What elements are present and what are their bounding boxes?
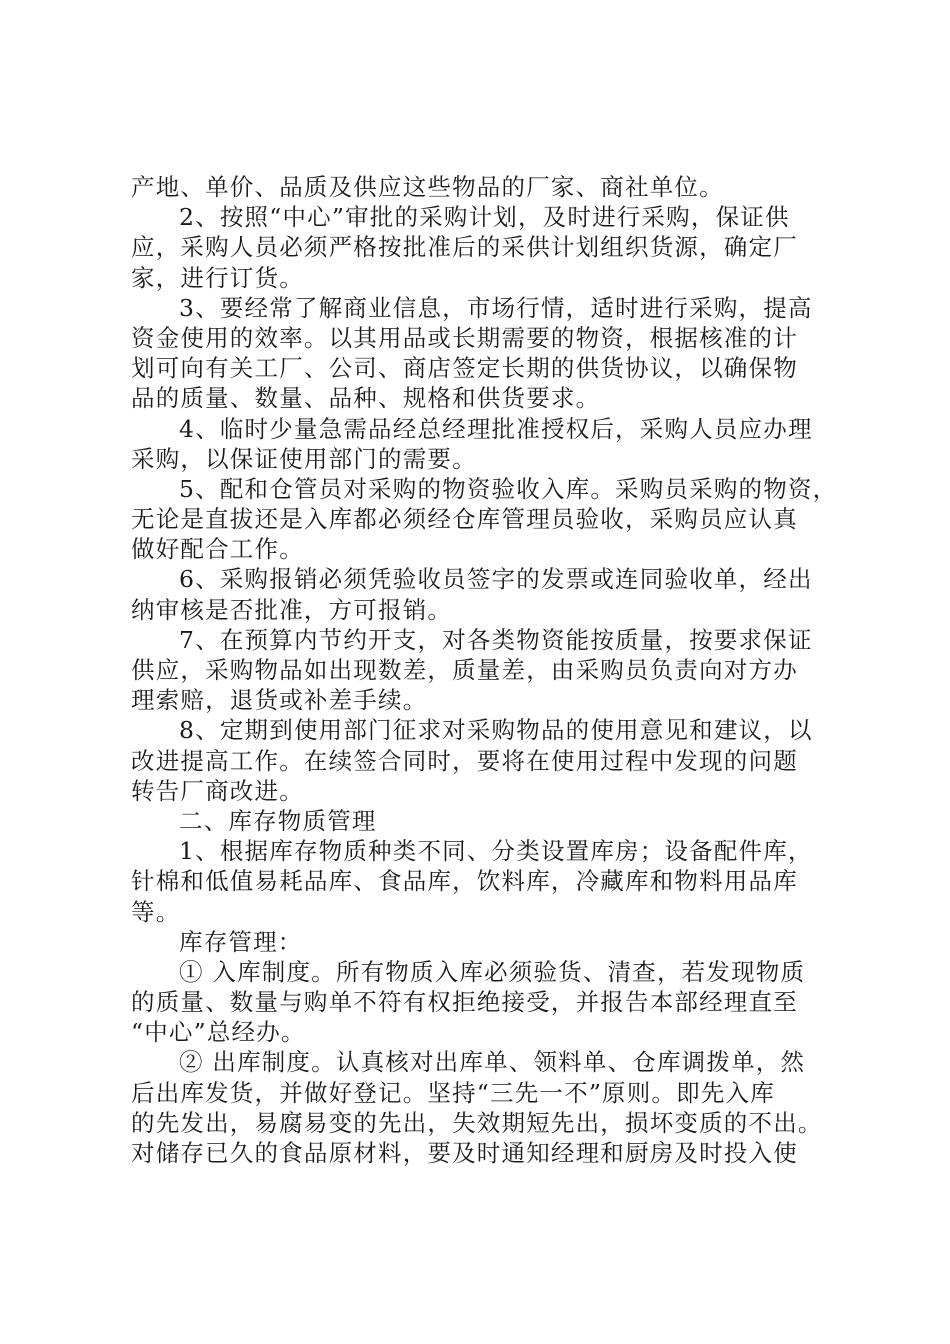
text-line: 对储存已久的食品原材料，要及时通知经理和厨房及时投入使 — [131, 1139, 798, 1167]
text-line: 7、在预算内节约开支，对各类物资能按质量，按要求保证 — [179, 625, 813, 654]
text-line: 采购，以保证使用部门的需要。 — [131, 444, 477, 473]
text-line: 等。 — [131, 897, 181, 926]
text-line: 纳审核是否批准，方可报销。 — [131, 595, 453, 624]
text-line: 转告厂商改进。 — [131, 776, 304, 805]
text-line: ② 出库制度。认真核对出库单、领料单、仓库调拨单，然 — [179, 1048, 806, 1077]
text-line: 1、根据库存物质种类不同、分类设置库房；设备配件库， — [179, 837, 813, 866]
text-line: 供应，采购物品如出现数差，质量差，由采购员负责向对方办 — [131, 656, 798, 684]
text-line: 6、采购报销必须凭验收员签字的发票或连同验收单，经出 — [179, 565, 813, 594]
text-line: 产地、单价、品质及供应这些物品的厂家、商社单位。 — [131, 173, 724, 201]
text-line: 改进提高工作。在续签合同时，要将在使用过程中发现的问题 — [131, 746, 798, 775]
text-line: 的质量、数量与购单不符有权拒绝接受，并报告本部经理直至 — [131, 988, 798, 1017]
text-line: 的先发出，易腐易变的先出，失效期短先出，损坏变质的不出。 — [131, 1108, 823, 1137]
text-line: 2、按照“中心”审批的采购计划，及时进行采购，保证供 — [179, 203, 790, 232]
subsection-heading: 库存管理： — [179, 927, 303, 956]
text-line: 无论是直拔还是入库都必须经仓库管理员验收，采购员应认真 — [131, 505, 798, 534]
text-line: 后出库发货，并做好登记。坚持“三先一不”原则。即先入库 — [131, 1078, 775, 1107]
text-line: ① 入库制度。所有物质入库必须验货、清查，若发现物质 — [179, 957, 806, 986]
text-line: 做好配合工作。 — [131, 535, 304, 564]
text-line: 家，进行订货。 — [131, 263, 304, 292]
text-line: 针棉和低值易耗品库、食品库，饮料库，冷藏库和物料用品库 — [131, 867, 798, 896]
text-line: 3、要经常了解商业信息，市场行情，适时进行采购，提高 — [179, 293, 813, 322]
text-line: 4、临时少量急需品经总经理批准授权后，采购人员应办理 — [179, 414, 813, 443]
text-line: 资金使用的效率。以其用品或长期需要的物资，根据核准的计 — [131, 323, 798, 352]
text-line: 划可向有关工厂、公司、商店签定长期的供货协议，以确保物 — [131, 354, 798, 383]
text-line: 品的质量、数量、品种、规格和供货要求。 — [131, 384, 601, 413]
section-heading: 二、库存物质管理 — [179, 806, 377, 835]
text-line: 5、配和仓管员对采购的物资验收入库。采购员采购的物资， — [179, 474, 838, 503]
document-body — [131, 172, 838, 1168]
text-line: “中心”总经办。 — [131, 1018, 306, 1047]
text-line: 应，采购人员必须严格按批准后的采供计划组织货源，确定厂 — [131, 233, 798, 262]
text-line: 8、定期到使用部门征求对采购物品的使用意见和建议，以 — [179, 716, 813, 745]
text-line: 理索赔，退货或补差手续。 — [131, 686, 428, 715]
